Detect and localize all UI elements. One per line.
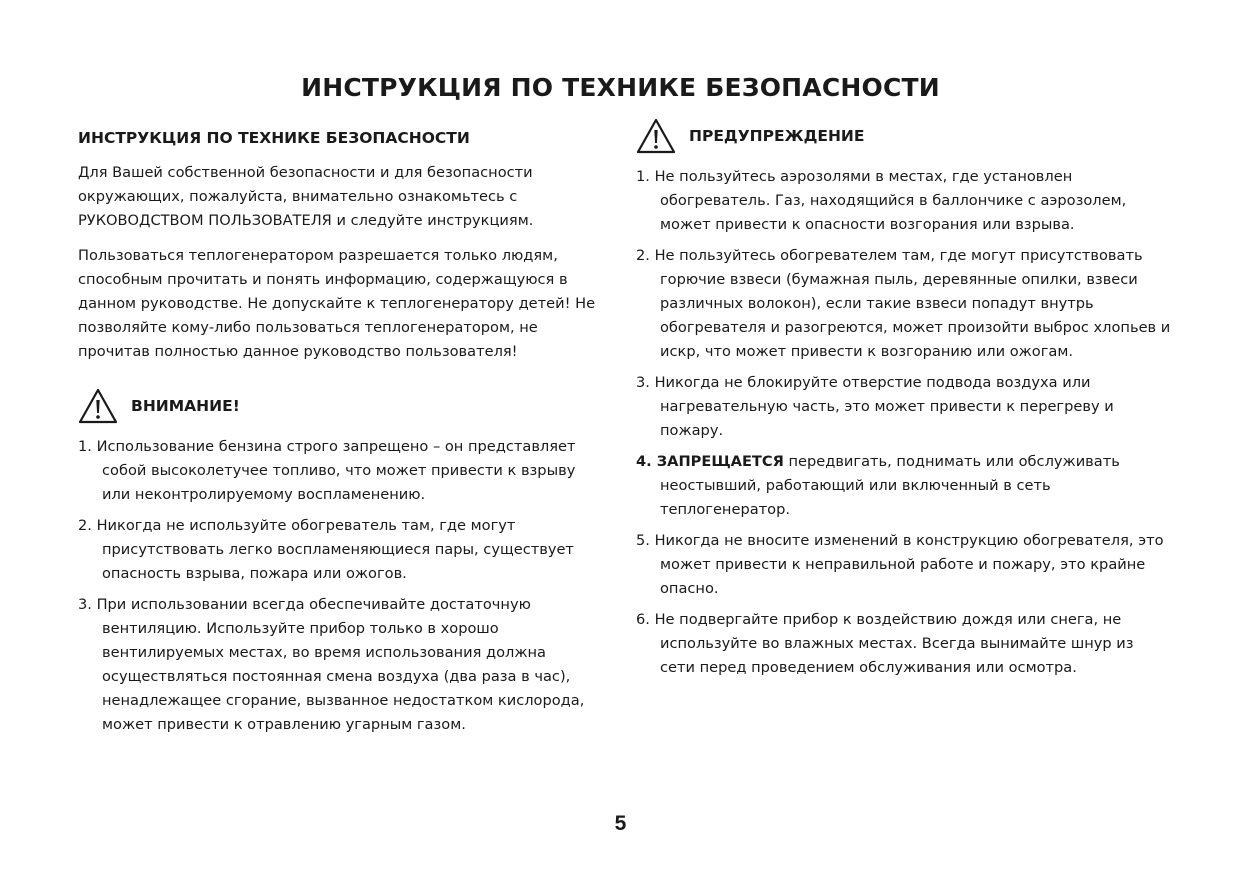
safety-heading: ИНСТРУКЦИЯ ПО ТЕХНИКЕ БЕЗОПАСНОСТИ [78,129,470,147]
page-number: 5 [614,812,627,835]
usage-paragraph: Пользоваться теплогенератором разрешается только людям, способным прочитать и понять информацию, содержащуюся в данном руководстве. Не допускайте к теплогенератору детей! Не позволяйте кому-либо пользоваться теплогенератором, не прочитав полностью данное руководство пользователя! [78,247,596,360]
list-item: 3. Никогда не блокируйте отверстие подвода воздуха или нагревательную часть, это может привести к перегреву и пожару. [636,374,1114,439]
page-title: ИНСТРУКЦИЯ ПО ТЕХНИКЕ БЕЗОПАСНОСТИ [301,73,940,102]
caution-heading-label: ВНИМАНИЕ! [131,397,240,415]
list-item: 2. Не пользуйтесь обогревателем там, где могут присутствовать горючие взвеси (бумажная пыль, деревянные опилки, взвеси различных волокон), если такие взвеси попадут внутрь обогревателя и разогреются, может произойти выброс хлопьев и искр, что может привести к возгоранию или ожогам. [636,247,1171,360]
intro-paragraph: Для Вашей собственной безопасности и для безопасности окружающих, пожалуйста, внимательно ознакомьтесь с РУКОВОДСТВОМ ПОЛЬЗОВАТЕЛЯ и следуйте инструкциям. [78,164,534,229]
list-item: 2. Никогда не используйте обогреватель там, где могут присутствовать легко воспламеняющиеся пары, существует опасность взрыва, пожара или ожогов. [78,517,574,582]
caution-list [78,435,608,737]
warning-triangle-icon [78,388,118,424]
warning-heading-label: ПРЕДУПРЕЖДЕНИЕ [689,127,865,145]
caution-heading [78,388,608,424]
warning-heading [636,118,1171,154]
left-column [78,126,608,744]
warning-triangle-icon [636,118,676,154]
list-item: 4. ЗАПРЕЩАЕТСЯ передвигать, поднимать или обслуживать неостывший, работающий или включенный в сеть теплогенератор. [636,453,1120,518]
list-item: 6. Не подвергайте прибор к воздействию дождя или снега, не используйте во влажных местах. Всегда вынимайте шнур из сети перед проведением обслуживания или осмотра. [636,611,1134,676]
prohibited-label: 4. ЗАПРЕЩАЕТСЯ [636,453,784,470]
list-item: 1. Использование бензина строго запрещено – он представляет собой высоколетучее топливо, что может привести к взрыву или неконтролируемому воспламенению. [78,438,576,503]
warning-list [636,165,1171,680]
right-column [636,126,1171,687]
list-item: 1. Не пользуйтесь аэрозолями в местах, где установлен обогреватель. Газ, находящийся в баллончике с аэрозолем, может привести к опасности возгорания или взрыва. [636,168,1127,233]
list-item: 3. При использовании всегда обеспечивайте достаточную вентиляцию. Используйте прибор только в хорошо вентилируемых местах, во время использования должна осуществляться постоянная смена воздуха (два раза в час), ненадлежащее сгорание, вызванное недостатком кислорода, может привести к отравлению угарным газом. [78,596,585,733]
list-item: 5. Никогда не вносите изменений в конструкцию обогревателя, это может привести к неправильной работе и пожару, это крайне опасно. [636,532,1164,597]
